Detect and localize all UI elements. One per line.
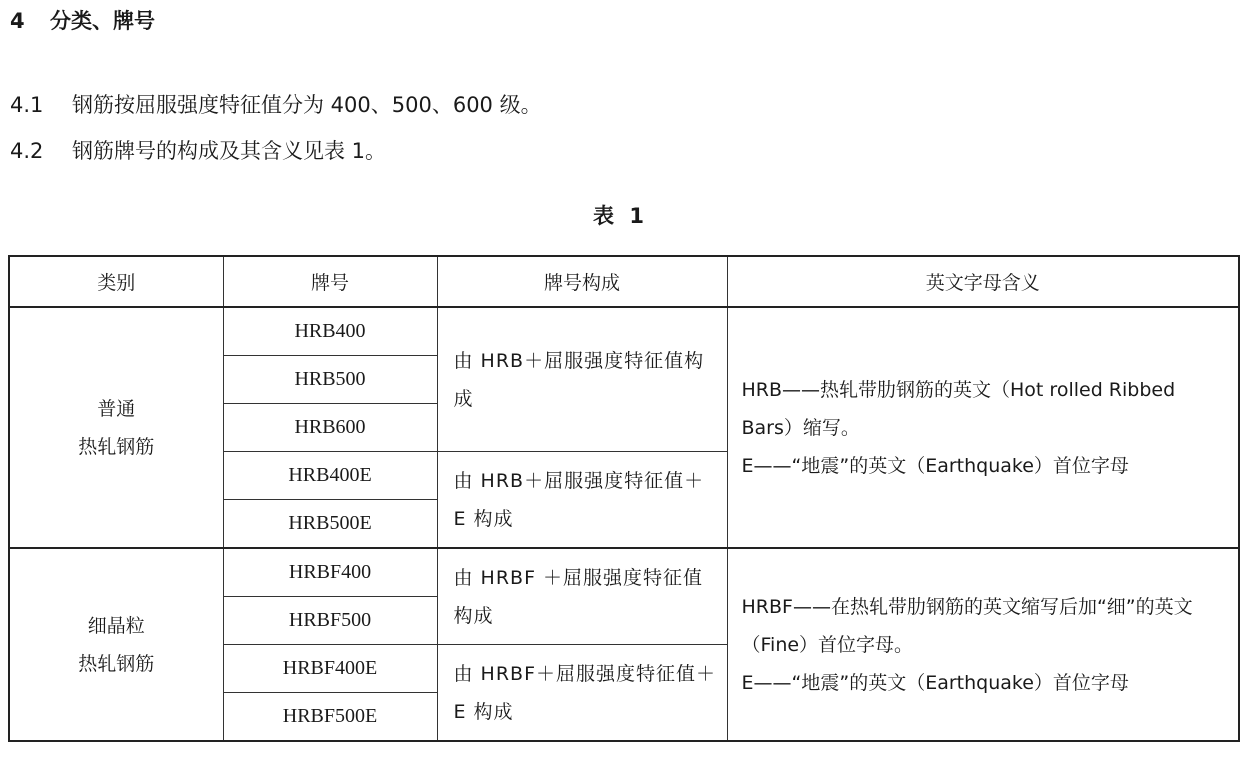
table-header-row: [9, 256, 1239, 307]
meaning-line: E——“地震”的英文（Earthquake）首位字母: [741, 454, 1129, 477]
clause-4-1: [10, 92, 542, 118]
table-row: [9, 307, 1239, 356]
meaning-line: HRB——热轧带肋钢筋的英文（Hot rolled Ribbed Bars）缩写。: [741, 378, 1176, 439]
grade-cell: HRB500E: [223, 500, 437, 549]
grade-cell: HRB400E: [223, 452, 437, 500]
grade-cell: HRB600: [223, 404, 437, 452]
header-composition: 牌号构成: [437, 256, 727, 307]
category-line: 普通: [97, 397, 136, 420]
composition-cell: 由 HRB＋屈服强度特征值＋E 构成: [437, 452, 727, 549]
grade-cell: HRBF500E: [223, 693, 437, 742]
composition-cell: 由 HRB＋屈服强度特征值构成: [437, 307, 727, 452]
header-grade: 牌号: [223, 256, 437, 307]
grade-cell: HRB400: [223, 307, 437, 356]
header-category: 类别: [9, 256, 223, 307]
clause-4-2: [10, 138, 386, 164]
section-number: 4: [10, 9, 25, 33]
grade-cell: HRBF400E: [223, 645, 437, 693]
category-cell: [9, 307, 223, 548]
category-line: 热轧钢筋: [78, 435, 155, 458]
category-cell: [9, 548, 223, 741]
meaning-cell: [727, 307, 1239, 548]
composition-cell: 由 HRBF ＋屈服强度特征值构成: [437, 548, 727, 645]
table-caption: 表 1: [593, 204, 648, 228]
meaning-line: HRBF——在热轧带肋钢筋的英文缩写后加“细”的英文（Fine）首位字母。: [741, 595, 1193, 656]
composition-cell: 由 HRBF＋屈服强度特征值＋E 构成: [437, 645, 727, 742]
meaning-line: E——“地震”的英文（Earthquake）首位字母: [741, 671, 1129, 694]
section-title: 分类、牌号: [50, 9, 155, 33]
table-row: [9, 548, 1239, 597]
clause-number: 4.2: [10, 139, 44, 163]
meaning-cell: [727, 548, 1239, 741]
section-heading: [10, 8, 155, 34]
header-meaning: 英文字母含义: [727, 256, 1239, 307]
clause-text: 钢筋按屈服强度特征值分为 400、500、600 级。: [72, 93, 542, 117]
category-line: 细晶粒: [87, 614, 145, 637]
clause-text: 钢筋牌号的构成及其含义见表 1。: [72, 139, 387, 163]
grade-cell: HRBF400: [223, 548, 437, 597]
grade-table: [8, 255, 1240, 742]
clause-number: 4.1: [10, 93, 44, 117]
grade-cell: HRBF500: [223, 597, 437, 645]
category-line: 热轧钢筋: [78, 652, 155, 675]
grade-cell: HRB500: [223, 356, 437, 404]
